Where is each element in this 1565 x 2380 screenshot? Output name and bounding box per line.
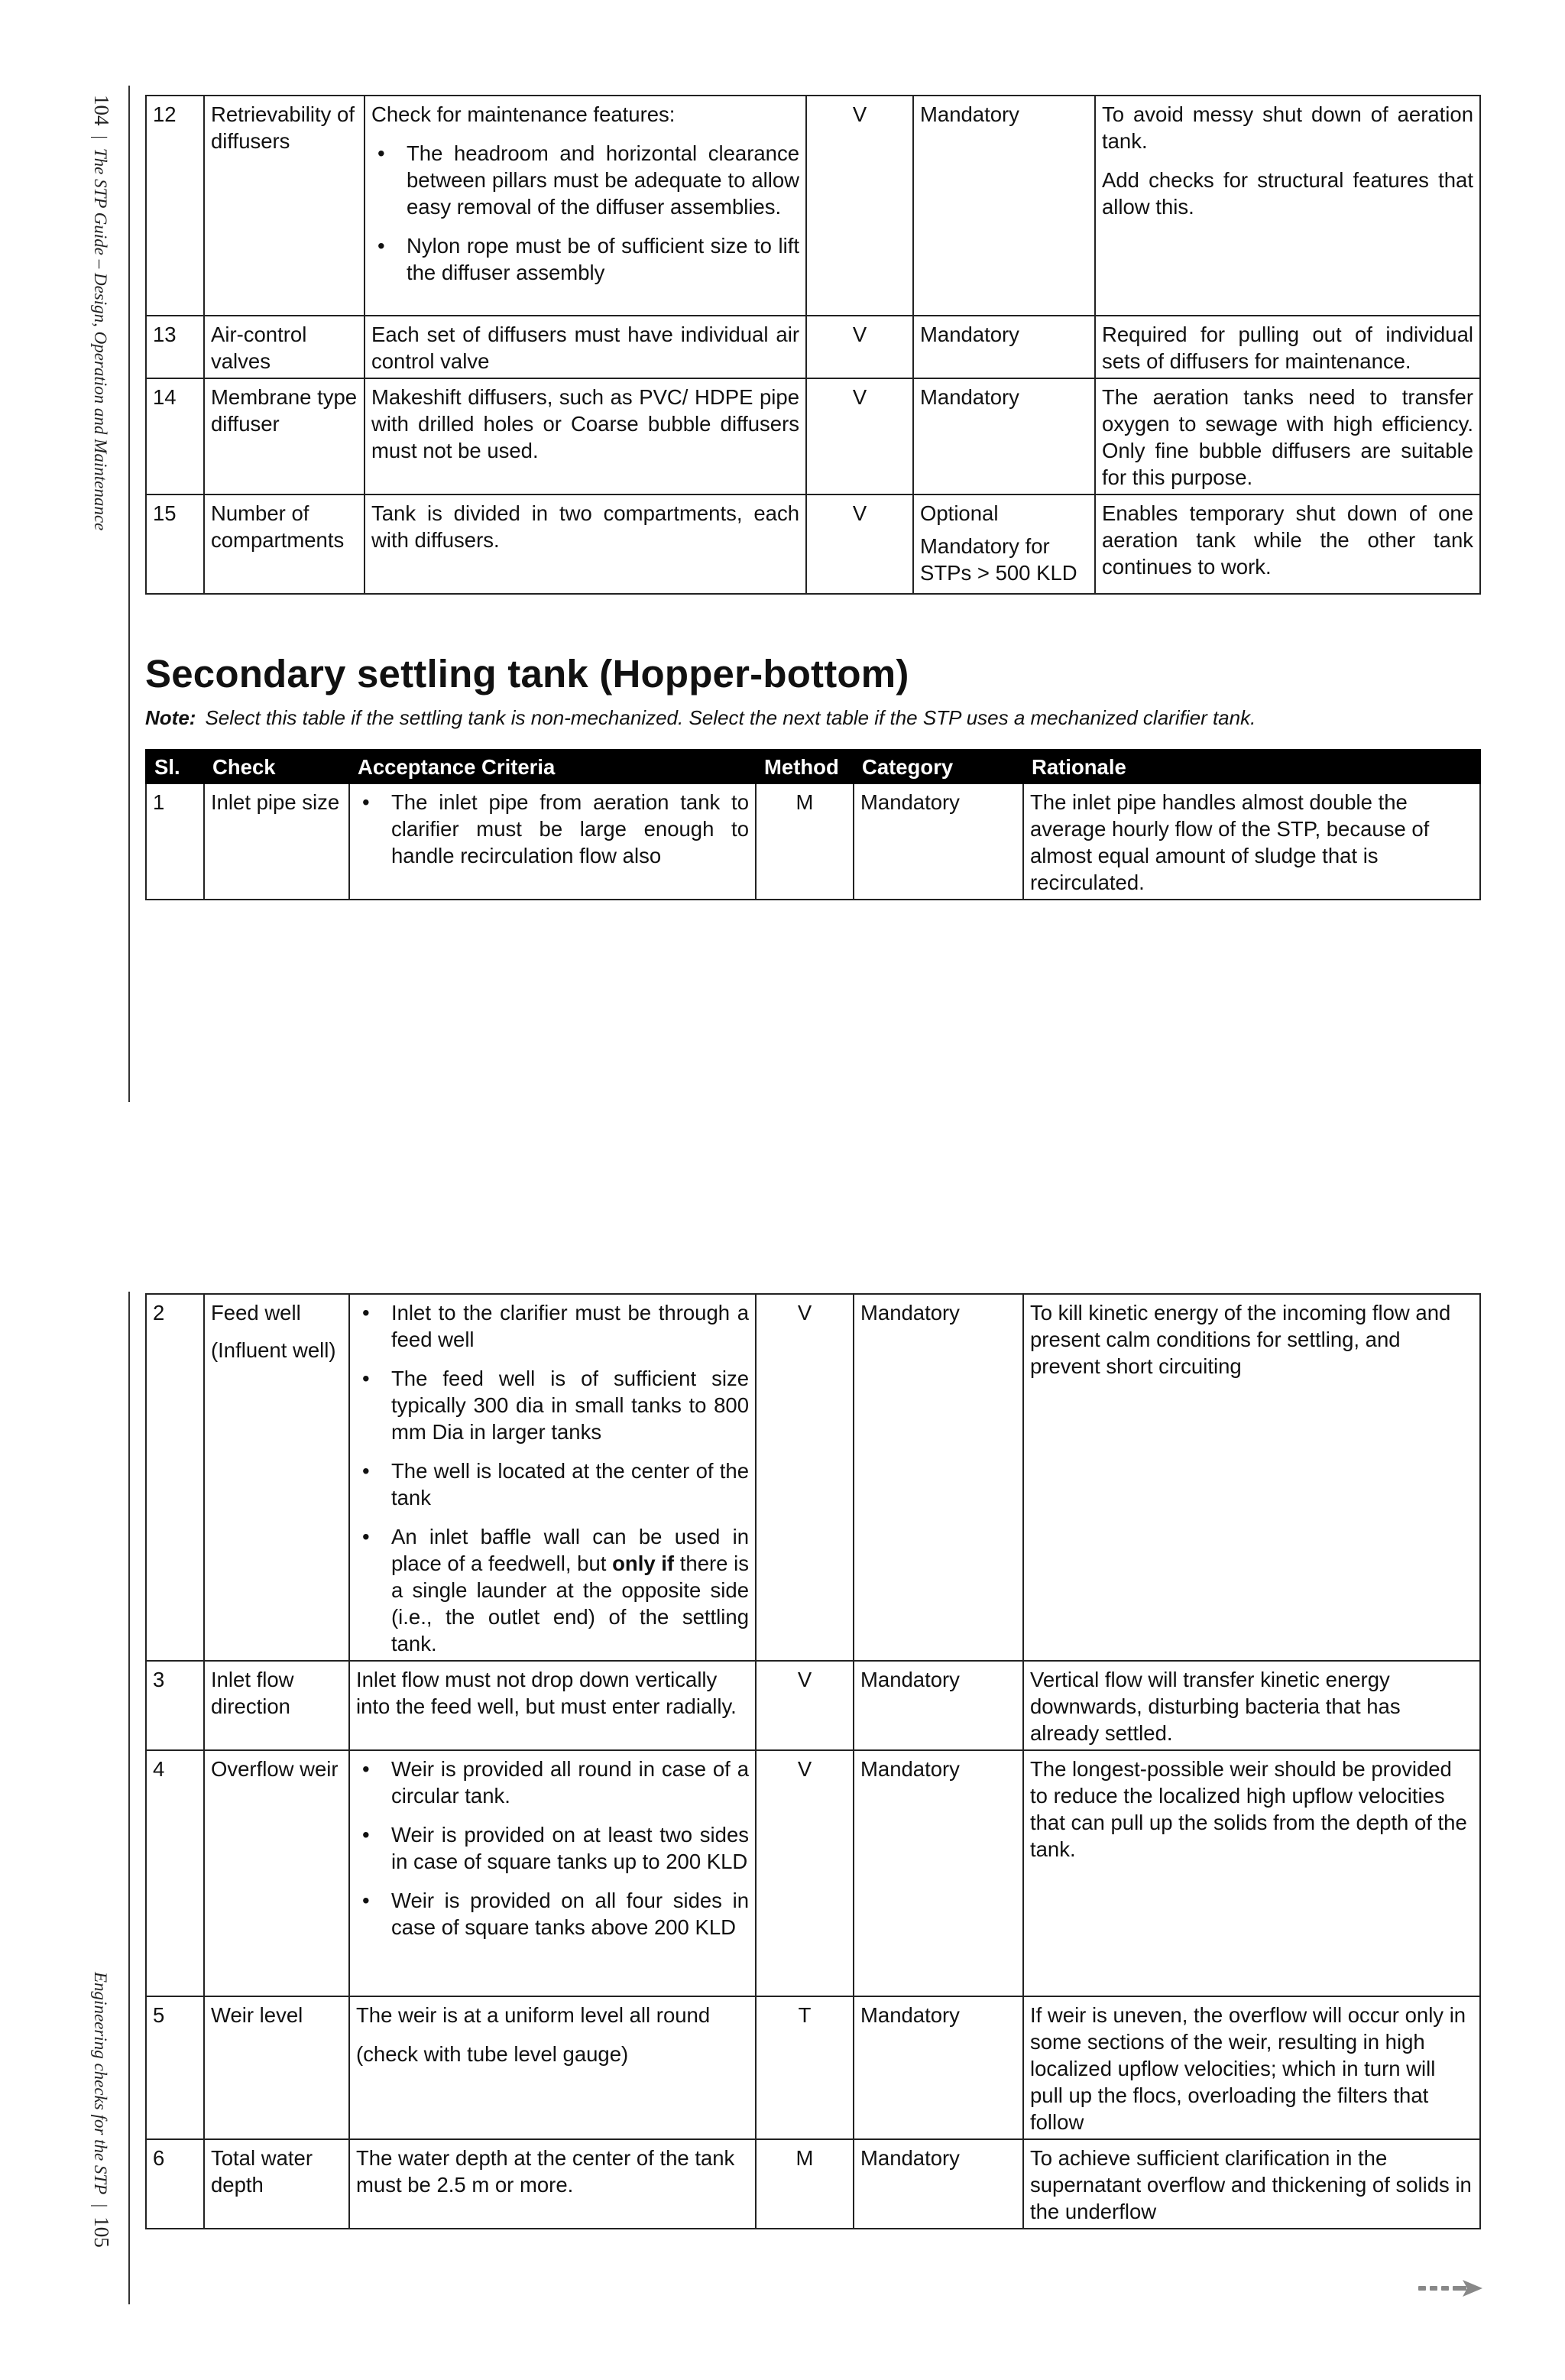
header-check: Check <box>204 750 349 783</box>
category-cell: Mandatory <box>913 316 1095 378</box>
criteria-list <box>356 789 749 869</box>
list-item: • Nylon rope must be of sufficient size to lift the diffuser assembly <box>371 232 799 286</box>
aeration-tank-table <box>145 95 1481 595</box>
method-cell: V <box>756 1294 854 1661</box>
list-item: • Weir is provided on all four sides in case of square tanks above 200 KLD <box>356 1887 749 1941</box>
header-method: Method <box>756 750 854 783</box>
right-margin-running-head <box>89 1972 113 2248</box>
right-margin-rule <box>128 1292 130 2304</box>
criteria-cell: Tank is divided in two compartments, each with diffusers. <box>365 494 806 594</box>
section-title: Engineering checks for the STP <box>91 1972 110 2194</box>
rationale-cell: Enables temporary shut down of one aeration tank while the other tank continues to work. <box>1095 494 1480 594</box>
book-title: The STP Guide – Design, Operation and Maintenance <box>91 148 110 531</box>
margin-separator: | <box>91 135 110 140</box>
rationale-cell: The inlet pipe handles almost double the average hourly flow of the STP, because of almost equal amount of sludge that is recirculated. <box>1023 783 1480 900</box>
check-cell: Number of compartments <box>204 494 365 594</box>
criteria-cell <box>365 96 806 316</box>
sl-cell: 4 <box>146 1750 204 1996</box>
list-item: • Weir is provided on at least two sides in case of square tanks up to 200 KLD <box>356 1821 749 1875</box>
check-cell <box>204 1294 349 1661</box>
criteria-cell <box>349 1750 756 1996</box>
bullet-emphasis: only if <box>612 1552 675 1575</box>
criteria-cell: Each set of diffusers must have individual air control valve <box>365 316 806 378</box>
table-row <box>146 494 1480 594</box>
criteria-cell <box>349 783 756 900</box>
rationale-cell: The aeration tanks need to transfer oxygen to sewage with high efficiency. Only fine bubble diffusers are suitable for this purpose. <box>1095 378 1480 494</box>
page-number-105: 105 <box>90 2216 113 2248</box>
method-cell: V <box>806 378 913 494</box>
table-row <box>146 316 1480 378</box>
header-sl: Sl. <box>146 750 204 783</box>
margin-separator-2: | <box>91 2203 110 2208</box>
criteria-text: (check with tube level gauge) <box>356 2042 629 2066</box>
sl-cell: 12 <box>146 96 204 316</box>
sl-cell: 2 <box>146 1294 204 1661</box>
dashed-arrow-icon <box>1418 2279 1484 2297</box>
method-cell: V <box>806 96 913 316</box>
section-note <box>145 706 1490 730</box>
sl-cell: 5 <box>146 1996 204 2139</box>
category-cell: Mandatory <box>913 96 1095 316</box>
page-number-104: 104 <box>90 95 113 126</box>
criteria-cell <box>349 1294 756 1661</box>
criteria-list <box>371 140 799 286</box>
header-criteria: Acceptance Criteria <box>349 750 756 783</box>
criteria-cell: The water depth at the center of the tank must be 2.5 m or more. <box>349 2139 756 2229</box>
category-cell: Mandatory <box>854 2139 1023 2229</box>
category-cell: Mandatory <box>854 1996 1023 2139</box>
check-cell: Overflow weir <box>204 1750 349 1996</box>
check-text: Feed well <box>211 1301 301 1325</box>
rationale-cell: Required for pulling out of individual sets of diffusers for maintenance. <box>1095 316 1480 378</box>
sl-cell: 13 <box>146 316 204 378</box>
method-cell: M <box>756 2139 854 2229</box>
table-row <box>146 1661 1480 1750</box>
check-cell: Retrievability of diffusers <box>204 96 365 316</box>
method-cell: M <box>756 783 854 900</box>
sl-cell: 6 <box>146 2139 204 2229</box>
list-item: • The headroom and horizontal clearance between pillars must be adequate to allow easy removal of the diffuser assemblies. <box>371 140 799 220</box>
bullet-text: An inlet baffle wall can be used in place of a feedwell, but <box>391 1525 749 1575</box>
criteria-text: The weir is at a uniform level all round <box>356 2003 711 2027</box>
check-cell: Air-control valves <box>204 316 365 378</box>
method-cell: V <box>756 1750 854 1996</box>
table-row <box>146 378 1480 494</box>
category-text: Mandatory for STPs > 500 KLD <box>920 534 1077 585</box>
category-cell: Mandatory <box>854 1661 1023 1750</box>
criteria-cell: Inlet flow must not drop down vertically into the feed well, but must enter radially. <box>349 1661 756 1750</box>
rationale-cell: Vertical flow will transfer kinetic energy downwards, disturbing bacteria that has already settled. <box>1023 1661 1480 1750</box>
table-row <box>146 1294 1480 1661</box>
settling-tank-table <box>145 749 1481 900</box>
note-label: Note: <box>145 706 196 729</box>
check-cell: Membrane type diffuser <box>204 378 365 494</box>
list-item: • The inlet pipe from aeration tank to clarifier must be large enough to handle recirculation flow also <box>356 789 749 869</box>
criteria-list <box>356 1299 749 1657</box>
method-cell: V <box>806 494 913 594</box>
settling-tank-table-continued <box>145 1293 1481 2229</box>
list-item <box>356 1523 749 1657</box>
criteria-list <box>356 1756 749 1941</box>
bullet-text: there is a single launder at the opposite side (i.e., the outlet end) of the settling tank. <box>391 1552 749 1655</box>
rationale-cell: To achieve sufficient clarification in the supernatant overflow and thickening of solids in the underflow <box>1023 2139 1480 2229</box>
header-category: Category <box>854 750 1023 783</box>
category-cell: Mandatory <box>913 378 1095 494</box>
criteria-cell <box>349 1996 756 2139</box>
check-cell: Inlet pipe size <box>204 783 349 900</box>
table-row <box>146 1750 1480 1996</box>
sl-cell: 1 <box>146 783 204 900</box>
rationale-cell: The longest-possible weir should be provided to reduce the localized high upflow velocities that can pull up the solids from the depth of the tank. <box>1023 1750 1480 1996</box>
section-heading: Secondary settling tank (Hopper-bottom) <box>145 652 909 696</box>
sl-cell: 15 <box>146 494 204 594</box>
rationale-text: To avoid messy shut down of aeration tank. <box>1102 102 1473 153</box>
note-text: Select this table if the settling tank is non-mechanized. Select the next table if the STP uses a mechanized clarifier tank. <box>205 706 1256 729</box>
category-cell <box>913 494 1095 594</box>
category-cell: Mandatory <box>854 783 1023 900</box>
category-text: Optional <box>920 501 999 525</box>
table-row <box>146 96 1480 316</box>
left-margin-rule <box>128 86 130 1102</box>
table-row <box>146 1996 1480 2139</box>
table-row <box>146 2139 1480 2229</box>
check-text: (Influent well) <box>211 1338 336 1362</box>
check-cell: Total water depth <box>204 2139 349 2229</box>
method-cell: V <box>756 1661 854 1750</box>
check-cell: Weir level <box>204 1996 349 2139</box>
sl-cell: 3 <box>146 1661 204 1750</box>
table-row <box>146 783 1480 900</box>
left-margin-running-head <box>89 95 113 530</box>
sl-cell: 14 <box>146 378 204 494</box>
method-cell: T <box>756 1996 854 2139</box>
method-cell: V <box>806 316 913 378</box>
header-rationale: Rationale <box>1023 750 1480 783</box>
rationale-text: Add checks for structural features that allow this. <box>1102 168 1473 219</box>
list-item: • The feed well is of sufficient size typically 300 dia in small tanks to 800 mm Dia in larger tanks <box>356 1365 749 1445</box>
category-cell: Mandatory <box>854 1750 1023 1996</box>
rationale-cell: To kill kinetic energy of the incoming flow and present calm conditions for settling, and prevent short circuiting <box>1023 1294 1480 1661</box>
table-header-row <box>146 750 1480 783</box>
criteria-intro: Check for maintenance features: <box>371 102 676 126</box>
list-item: • The well is located at the center of the tank <box>356 1458 749 1511</box>
list-item: • Weir is provided all round in case of a circular tank. <box>356 1756 749 1809</box>
list-item: • Inlet to the clarifier must be through a feed well <box>356 1299 749 1353</box>
category-cell: Mandatory <box>854 1294 1023 1661</box>
check-cell: Inlet flow direction <box>204 1661 349 1750</box>
rationale-cell: If weir is uneven, the overflow will occur only in some sections of the weir, resulting in high localized upflow velocities; which in turn will pull up the flocs, overloading the filters that follow <box>1023 1996 1480 2139</box>
rationale-cell <box>1095 96 1480 316</box>
criteria-cell: Makeshift diffusers, such as PVC/ HDPE pipe with drilled holes or Coarse bubble diffusers must not be used. <box>365 378 806 494</box>
